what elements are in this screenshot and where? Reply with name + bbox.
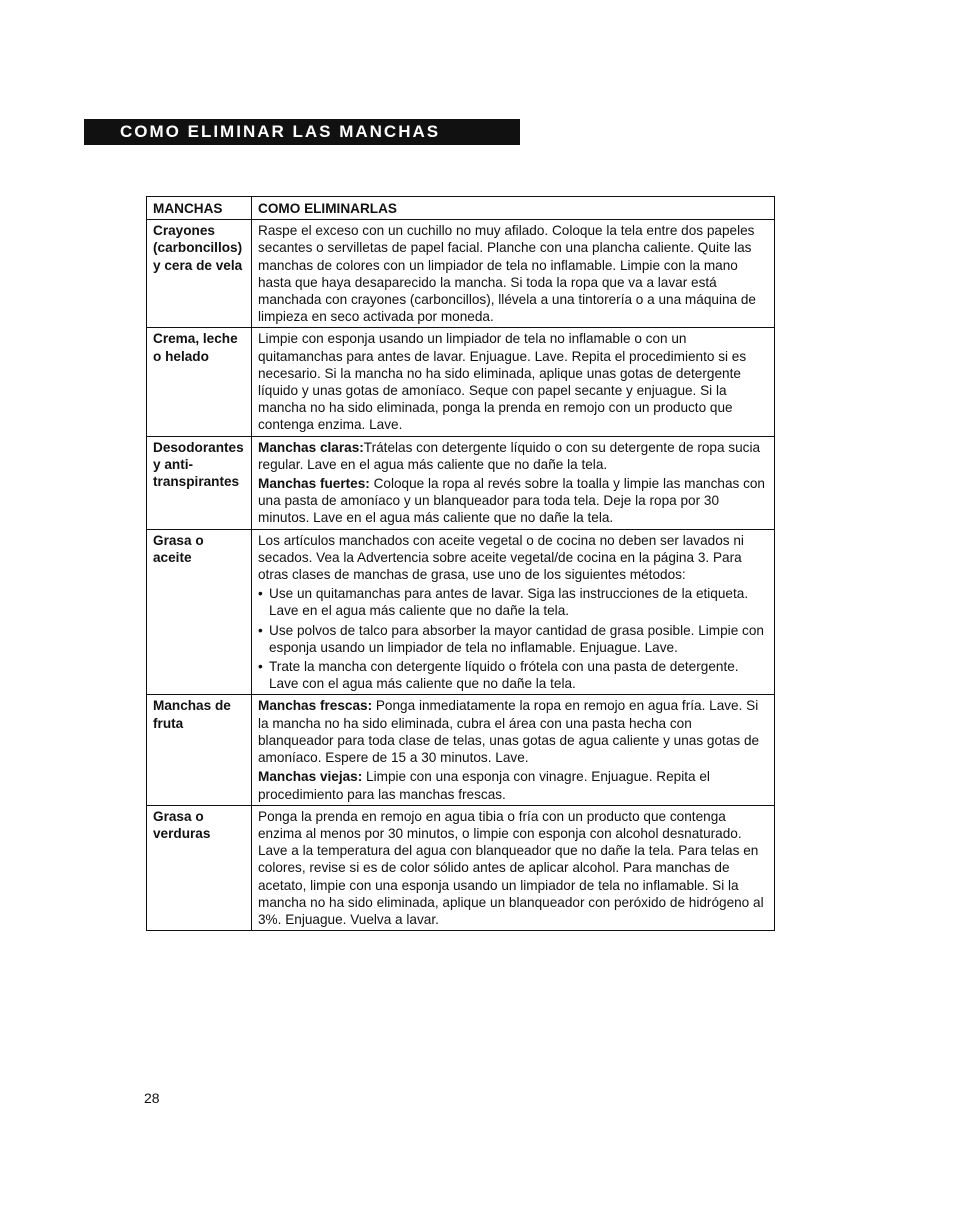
heavy-stains-label: Manchas fuertes: bbox=[258, 476, 370, 492]
page-number: 28 bbox=[144, 1090, 160, 1106]
stain-name-fruit: Manchas de fruta bbox=[147, 695, 252, 805]
table-row bbox=[147, 220, 775, 328]
instruction-paragraph: Ponga la prenda en remojo en agua tibia o fría con un producto que contenga enzima al menos por 30 minutos, o limpie con esponja con alcohol desnaturado. Lave a la temperatura del agua con blanqueador que no dañe la tela. Para telas en colores, revise si es de color sólido antes de aplicar alcohol. Para manchas de acetato, limpie con una esponja usando un limpiador de tela no inflamable. Si la mancha no ha sido eliminada, aplique un blanqueador con peróxido de hidrógeno al 3%. Enjuague. Vuelva a lavar. bbox=[258, 808, 764, 927]
section-title-banner: COMO ELIMINAR LAS MANCHAS bbox=[84, 119, 520, 145]
stain-instructions-fruit bbox=[252, 695, 775, 805]
stain-name-deodorants: Desodorantes y anti-transpirantes bbox=[147, 436, 252, 529]
method-list bbox=[258, 585, 768, 692]
stain-name-crayons: Crayones (carboncillos) y cera de vela bbox=[147, 220, 252, 328]
heavy-stains-text: Coloque la ropa al revés sobre la toalla y limpie las manchas con una pasta de amoníaco y un blanqueador para toda tela. Deje la ropa por 30 minutos. Lave en el agua más caliente que no dañe la tela. bbox=[258, 476, 765, 526]
light-stains-label: Manchas claras: bbox=[258, 439, 364, 455]
stain-instructions-deodorants bbox=[252, 436, 775, 529]
fresh-stains-label: Manchas frescas: bbox=[258, 698, 373, 714]
stain-name-grease-oil: Grasa o aceite bbox=[147, 529, 252, 695]
stain-instructions-cream bbox=[252, 328, 775, 436]
stain-name-grease-vegetables: Grasa o verduras bbox=[147, 805, 252, 930]
list-item: • Use un quitamanchas para antes de lavar. Siga las instrucciones de la etiqueta. Lave en el agua más caliente que no dañe la tela. bbox=[258, 585, 768, 619]
old-stains-text: Limpie con una esponja con vinagre. Enjuague. Repita el procedimiento para las manchas frescas. bbox=[258, 769, 710, 802]
stain-instructions-grease-vegetables bbox=[252, 805, 775, 930]
table-row bbox=[147, 695, 775, 805]
table-row bbox=[147, 436, 775, 529]
instruction-paragraph bbox=[258, 475, 768, 527]
stain-name-cream: Crema, leche o helado bbox=[147, 328, 252, 436]
column-header-stains: MANCHAS bbox=[147, 197, 252, 220]
fresh-stains-text: Ponga inmediatamente la ropa en remojo en agua fría. Lave. Si la mancha no ha sido eliminada, cubra el área con una pasta hecha con blanqueador para toda clase de telas, unas gotas de agua caliente y unas gotas de amoníaco. Espere de 15 a 30 minutos. Lave. bbox=[258, 698, 760, 766]
list-item: • Trate la mancha con detergente líquido o frótela con una pasta de detergente. Lave con el agua más caliente que no dañe la tela. bbox=[258, 658, 768, 692]
list-item: • Use polvos de talco para absorber la mayor cantidad de grasa posible. Limpie con esponja usando un limpiador de tela no inflamable. Enjuague. Lave. bbox=[258, 622, 768, 656]
table-header-row bbox=[147, 197, 775, 220]
table-row bbox=[147, 805, 775, 930]
column-header-removal: COMO ELIMINARLAS bbox=[252, 197, 775, 220]
instruction-paragraph: Limpie con esponja usando un limpiador de tela no inflamable o con un quitamanchas para antes de lavar. Enjuague. Lave. Repita el procedimiento si es necesario. Si la mancha no ha sido eliminada, aplique unas gotas de detergente líquido y unas gotas de amoníaco. Seque con papel secante y enjuague. Si la mancha no ha sido eliminada, ponga la prenda en remojo con un producto que contenga enzima. Lave. bbox=[258, 331, 747, 433]
instruction-paragraph: Raspe el exceso con un cuchillo no muy afilado. Coloque la tela entre dos papeles secantes o servilletas de papel facial. Planche con una plancha caliente. Quite las manchas de colores con un limpiador de tela no inflamable. Limpie con la mano hasta que haya desaparecido la mancha. Si toda la ropa que va a lavar está manchada con crayones (carboncillos), llévela a una tintorería o a una máquina de limpieza en seco activada por moneda. bbox=[258, 223, 756, 325]
light-stains-text: Trátelas con detergente líquido o con su detergente de ropa sucia regular. Lave en el agua más caliente que no dañe la tela. bbox=[258, 439, 761, 472]
instruction-paragraph: Los artículos manchados con aceite vegetal o de cocina no deben ser lavados ni secados. Vea la Advertencia sobre aceite vegetal/de cocina en la página 3. Para otras clases de manchas de grasa, use uno de los siguientes métodos: bbox=[258, 532, 744, 583]
stain-instructions-grease-oil bbox=[252, 529, 775, 695]
table-row bbox=[147, 328, 775, 436]
instruction-paragraph bbox=[258, 439, 768, 473]
old-stains-label: Manchas viejas: bbox=[258, 769, 363, 785]
instruction-paragraph bbox=[258, 697, 768, 766]
instruction-paragraph bbox=[258, 768, 768, 802]
stain-removal-table bbox=[146, 196, 775, 931]
table-row bbox=[147, 529, 775, 695]
stain-instructions-crayons bbox=[252, 220, 775, 328]
